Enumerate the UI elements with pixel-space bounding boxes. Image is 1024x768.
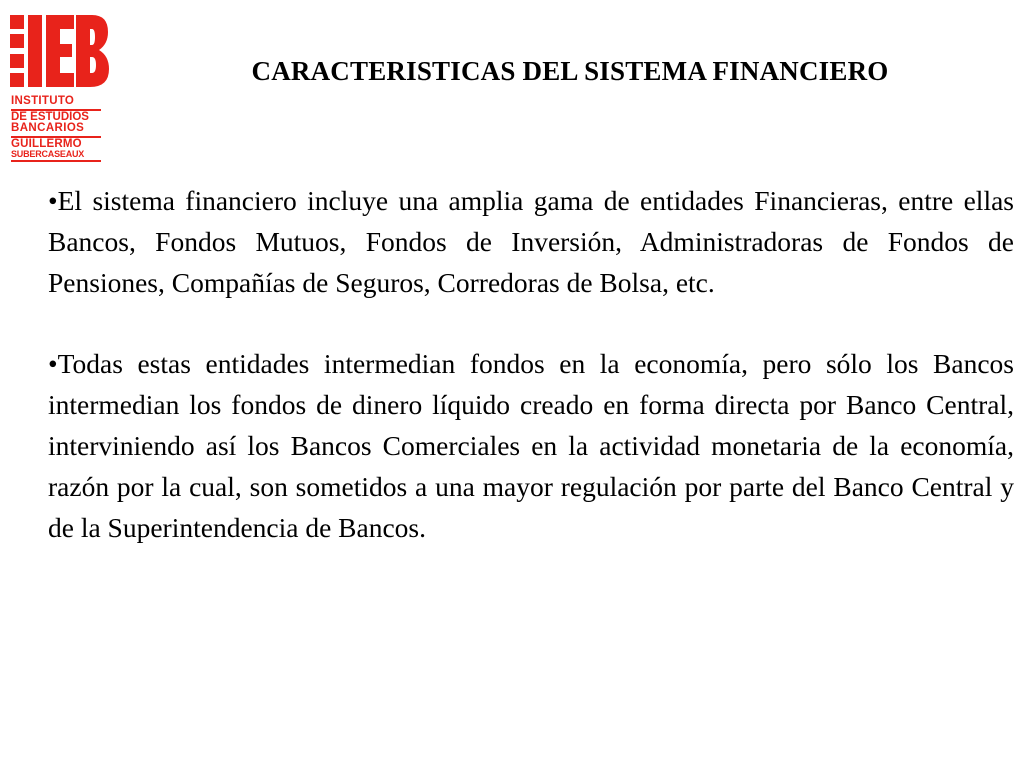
slide-title: CARACTERISTICAS DEL SISTEMA FINANCIERO: [251, 56, 889, 86]
logo-line-1: INSTITUTO: [11, 95, 75, 107]
logo-wordmark: [11, 96, 111, 163]
ieb-logo-mark-icon: [10, 12, 110, 92]
logo-line-4: GUILLERMO: [11, 137, 82, 150]
bullet-paragraph: •El sistema financiero incluye una amplia gama de entidades Financieras, entre ellas Bancos, Fondos Mutuos, Fondos de Inversión, Administradoras de Fondos de Pensiones, Compañías de Seguros, Corredoras de Bolsa, etc.: [48, 185, 1014, 298]
institution-logo: [10, 12, 110, 162]
logo-line-5: SUBERCASEAUX: [11, 149, 85, 159]
logo-divider: [11, 160, 101, 162]
logo-line-2: DE ESTUDIOS: [11, 110, 89, 123]
slide-body: [48, 180, 1014, 588]
logo-line-3: BANCARIOS: [11, 122, 85, 134]
bullet-paragraph: •Todas estas entidades intermedian fondos en la economía, pero sólo los Bancos intermedian los fondos de dinero líquido creado en forma directa por Banco Central, interviniendo así los Bancos Comerciales en la actividad monetaria de la economía, razón por la cual, son sometidos a una mayor regulación por parte del Banco Central y de la Superintendencia de Bancos.: [48, 348, 1014, 543]
